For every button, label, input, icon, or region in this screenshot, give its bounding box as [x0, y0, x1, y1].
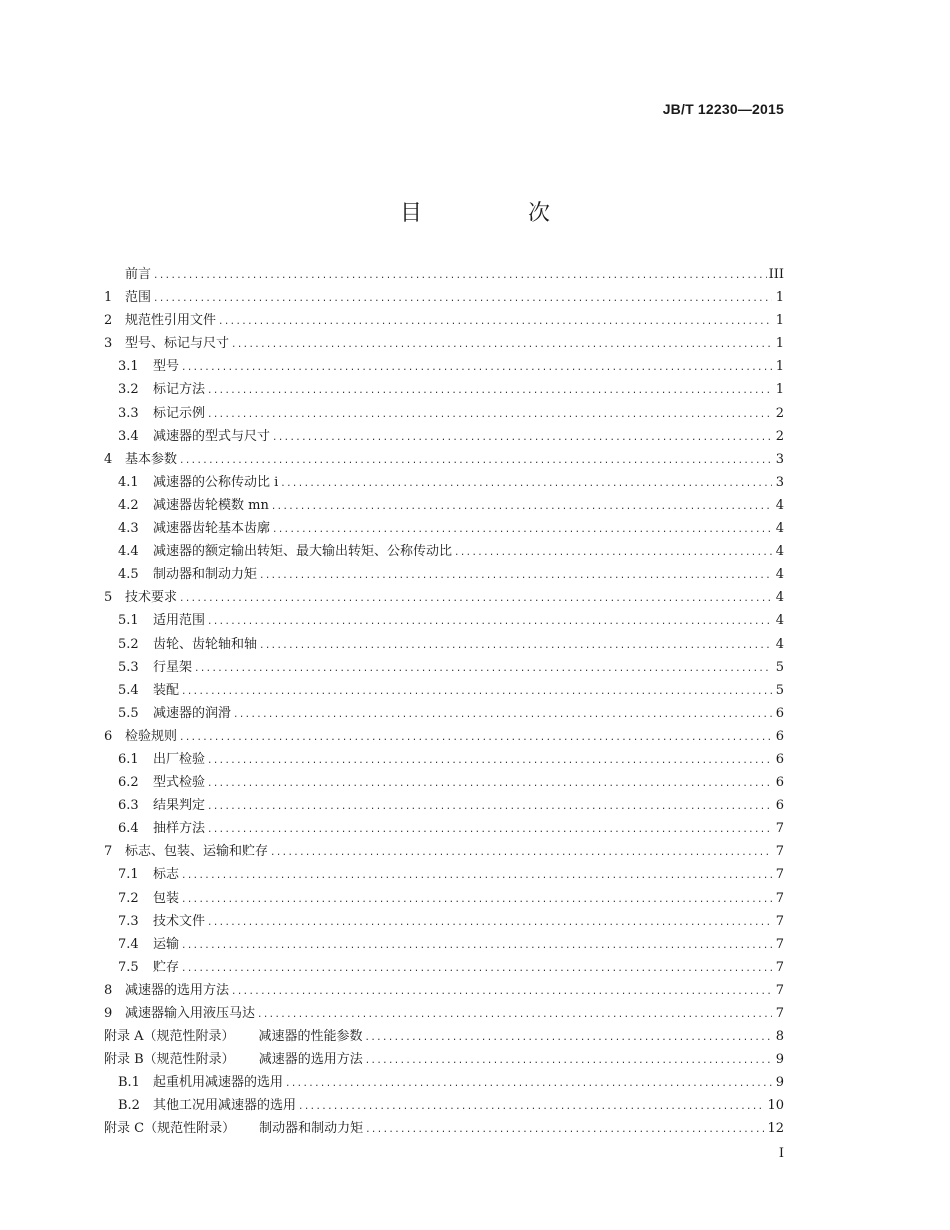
toc-entry-page: 6: [775, 728, 784, 744]
toc-entry-number: 6.1: [118, 751, 139, 767]
toc-entry-page: 2: [775, 405, 784, 421]
toc-entry-number: 8: [104, 982, 113, 998]
toc-dot-leader: [181, 958, 772, 981]
toc-entry-page: 4: [775, 613, 784, 629]
toc-entry[interactable]: [104, 332, 784, 355]
toc-entry-page: 7: [775, 913, 784, 929]
toc-entry[interactable]: [104, 840, 784, 863]
toc-dot-leader: [181, 357, 772, 380]
toc-entry-page: 6: [775, 775, 784, 791]
toc-entry[interactable]: [104, 771, 784, 794]
toc-entry-label: 减速器的公称传动比 i: [153, 474, 279, 490]
toc-entry-label: 标志、包装、运输和贮存: [125, 844, 269, 860]
toc-entry-page: 7: [775, 1006, 784, 1021]
toc-entry[interactable]: [104, 586, 784, 609]
toc-entry[interactable]: [104, 1117, 784, 1140]
toc-entry-page: 8: [775, 1029, 784, 1045]
toc-entry[interactable]: [104, 887, 784, 910]
toc-dot-leader: [272, 427, 772, 450]
toc-dot-leader: [207, 912, 772, 935]
toc-entry-page: 4: [775, 636, 784, 652]
toc-entry-page: 1: [775, 313, 784, 329]
toc-entry[interactable]: [104, 563, 784, 586]
toc-entry-number: 7.3: [118, 913, 139, 929]
toc-entry-number: 1: [104, 290, 113, 306]
toc-dot-leader: [207, 819, 772, 842]
toc-entry[interactable]: [104, 263, 784, 286]
page-number: I: [778, 1146, 784, 1161]
table-of-contents: [104, 263, 784, 1141]
toc-entry[interactable]: [104, 471, 784, 494]
toc-entry-label: 标志: [153, 867, 180, 883]
toc-dot-leader: [280, 473, 772, 496]
toc-dot-leader: [365, 1050, 772, 1073]
toc-entry-number: 4.4: [118, 544, 139, 560]
toc-entry-label: 出厂检验: [153, 751, 206, 767]
toc-dot-leader: [179, 450, 772, 473]
toc-dot-leader: [181, 935, 772, 958]
toc-title: 目 次: [399, 201, 592, 226]
toc-entry-number: B.2: [118, 1098, 140, 1114]
toc-entry-number: 5.2: [118, 636, 139, 652]
toc-entry-number: 5.3: [118, 659, 139, 675]
toc-entry[interactable]: [104, 656, 784, 679]
toc-entry-label: 标记方法: [153, 382, 206, 398]
toc-dot-leader: [207, 404, 772, 427]
document-code: JB/T 12230—2015: [662, 101, 784, 117]
toc-entry[interactable]: [104, 1048, 784, 1071]
toc-entry-page: 4: [775, 590, 784, 606]
toc-entry-number: 6.3: [118, 798, 139, 814]
toc-entry-number: 7.4: [118, 936, 139, 952]
toc-dot-leader: [207, 796, 772, 819]
toc-entry-page: 10: [767, 1098, 784, 1114]
toc-dot-leader: [194, 658, 772, 681]
toc-entry-label: 型号、标记与尺寸: [125, 336, 230, 352]
toc-entry-number: 6.2: [118, 775, 139, 791]
toc-entry-label: 技术要求: [125, 590, 178, 606]
toc-entry[interactable]: [104, 748, 784, 771]
toc-entry-number: 6: [104, 728, 113, 744]
toc-entry-number: 5: [104, 590, 113, 606]
toc-entry-number: 7.1: [118, 867, 139, 883]
toc-entry[interactable]: [104, 1002, 784, 1025]
toc-entry[interactable]: [104, 1025, 784, 1048]
toc-entry-page: 5: [775, 659, 784, 675]
toc-dot-leader: [181, 681, 772, 704]
toc-dot-leader: [207, 773, 772, 796]
toc-entry-label: 减速器齿轮模数 mn: [153, 497, 269, 513]
toc-entry[interactable]: [104, 679, 784, 702]
toc-entry-label: 装配: [153, 682, 180, 698]
toc-dot-leader: [257, 1004, 772, 1027]
toc-entry[interactable]: [104, 286, 784, 309]
toc-dot-leader: [179, 588, 772, 611]
toc-entry-number: 7.5: [118, 959, 139, 975]
toc-entry-number: 4: [104, 451, 113, 467]
toc-entry-page: 7: [775, 982, 784, 998]
toc-entry-number: 3.4: [118, 428, 139, 444]
toc-entry-label: 其他工况用减速器的选用: [153, 1098, 297, 1114]
toc-entry-label: 减速器齿轮基本齿廓: [153, 521, 271, 537]
toc-entry-label: 包装: [153, 890, 180, 906]
toc-entry-page: 2: [775, 428, 784, 444]
toc-entry-number: 3.2: [118, 382, 139, 398]
toc-entry-page: III: [768, 267, 784, 282]
toc-entry-number: 4.1: [118, 474, 139, 490]
toc-entry-page: 7: [775, 890, 784, 906]
toc-dot-leader: [218, 311, 772, 334]
toc-entry-label: 减速器的选用方法: [258, 1052, 363, 1068]
toc-entry-number: 附录 A（规范性附录）: [104, 1029, 235, 1045]
toc-entry[interactable]: [104, 725, 784, 748]
toc-entry[interactable]: [104, 355, 784, 378]
toc-entry-label: 齿轮、齿轮轴和轴: [153, 636, 258, 652]
toc-entry-label: 制动器和制动力矩: [153, 567, 258, 583]
toc-entry-page: 5: [775, 682, 784, 698]
toc-entry-page: 4: [775, 521, 784, 537]
toc-entry-label: 检验规则: [125, 728, 178, 744]
toc-entry-label: 型号: [153, 359, 180, 375]
toc-entry-number: 6.4: [118, 821, 139, 837]
toc-entry-label: 结果判定: [153, 798, 206, 814]
toc-dot-leader: [272, 519, 772, 542]
toc-entry-number: 5.4: [118, 682, 139, 698]
toc-entry[interactable]: [104, 633, 784, 656]
toc-entry-label: 减速器的选用方法: [125, 982, 230, 998]
toc-entry[interactable]: [104, 402, 784, 425]
toc-entry-page: 4: [775, 544, 784, 560]
toc-entry-number: 4.2: [118, 497, 139, 513]
toc-entry-page: 4: [775, 567, 784, 583]
toc-entry-page: 12: [767, 1121, 784, 1137]
toc-entry[interactable]: [104, 794, 784, 817]
toc-dot-leader: [271, 496, 772, 519]
toc-entry-page: 6: [775, 798, 784, 814]
toc-dot-leader: [231, 981, 772, 1004]
toc-entry-label: 范围: [125, 290, 152, 306]
toc-entry-number: 7.2: [118, 890, 139, 906]
toc-entry-number: 4.5: [118, 567, 139, 583]
toc-entry-page: 1: [775, 359, 784, 375]
toc-entry[interactable]: [104, 910, 784, 933]
toc-entry[interactable]: [104, 517, 784, 540]
toc-entry-page: 4: [775, 497, 784, 513]
toc-dot-leader: [298, 1096, 765, 1119]
toc-entry-page: 1: [775, 336, 784, 352]
toc-entry-number: 3.1: [118, 359, 139, 375]
toc-entry[interactable]: [104, 702, 784, 725]
toc-entry[interactable]: [104, 448, 784, 471]
toc-entry-number: 4.3: [118, 521, 139, 537]
toc-entry-label: 减速器输入用液压马达: [125, 1006, 256, 1021]
toc-entry-page: 9: [775, 1052, 784, 1068]
toc-entry-label: 标记示例: [153, 405, 206, 421]
toc-entry[interactable]: [104, 309, 784, 332]
toc-entry-label: 前言: [125, 267, 152, 282]
toc-dot-leader: [454, 542, 772, 565]
toc-entry-number: B.1: [118, 1075, 140, 1091]
toc-dot-leader: [259, 565, 772, 588]
toc-entry-label: 型式检验: [153, 775, 206, 791]
toc-entry-label: 制动器和制动力矩: [259, 1121, 364, 1137]
toc-entry-label: 减速器的性能参数: [258, 1029, 363, 1045]
toc-entry-page: 6: [775, 751, 784, 767]
toc-dot-leader: [365, 1119, 765, 1142]
toc-entry-label: 减速器的润滑: [153, 705, 232, 721]
toc-dot-leader: [270, 842, 772, 865]
toc-entry[interactable]: [104, 956, 784, 979]
toc-dot-leader: [179, 727, 772, 750]
toc-dot-leader: [233, 704, 772, 727]
toc-entry-page: 7: [775, 844, 784, 860]
toc-entry-page: 7: [775, 821, 784, 837]
toc-entry-label: 抽样方法: [153, 821, 206, 837]
toc-dot-leader: [259, 635, 772, 658]
toc-dot-leader: [365, 1027, 772, 1050]
toc-dot-leader: [207, 611, 772, 634]
toc-dot-leader: [285, 1073, 772, 1096]
toc-entry-page: 3: [775, 474, 784, 490]
toc-entry-label: 运输: [153, 936, 180, 952]
toc-entry-label: 基本参数: [125, 451, 178, 467]
toc-entry-label: 减速器的型式与尺寸: [153, 428, 271, 444]
toc-entry-label: 减速器的额定输出转矩、最大输出转矩、公称传动比: [153, 544, 453, 560]
toc-dot-leader: [207, 380, 772, 403]
toc-entry[interactable]: [104, 540, 784, 563]
toc-dot-leader: [153, 265, 767, 288]
toc-entry-label: 起重机用减速器的选用: [153, 1075, 284, 1091]
toc-entry-page: 6: [775, 705, 784, 721]
toc-dot-leader: [231, 334, 772, 357]
toc-entry-number: 附录 B（规范性附录）: [104, 1052, 235, 1068]
toc-entry[interactable]: [104, 933, 784, 956]
toc-dot-leader: [153, 288, 772, 311]
toc-entry-page: 1: [775, 382, 784, 398]
toc-entry[interactable]: [104, 609, 784, 632]
toc-entry[interactable]: [104, 979, 784, 1002]
toc-entry-label: 行星架: [153, 659, 193, 675]
toc-entry-number: 附录 C（规范性附录）: [104, 1121, 236, 1137]
toc-entry-label: 适用范围: [153, 613, 206, 629]
toc-entry-number: 7: [104, 844, 113, 860]
toc-entry-page: 7: [775, 867, 784, 883]
toc-entry-label: 技术文件: [153, 913, 206, 929]
toc-entry-page: 7: [775, 936, 784, 952]
toc-entry[interactable]: [104, 1071, 784, 1094]
toc-entry[interactable]: [104, 863, 784, 886]
toc-entry-label: 规范性引用文件: [125, 313, 217, 329]
toc-entry-number: 2: [104, 313, 113, 329]
toc-entry-number: 3: [104, 336, 113, 352]
toc-dot-leader: [207, 750, 772, 773]
toc-entry[interactable]: [104, 378, 784, 401]
toc-dot-leader: [181, 889, 772, 912]
toc-entry-number: 3.3: [118, 405, 139, 421]
toc-entry-label: 贮存: [153, 959, 180, 975]
toc-entry-page: 7: [775, 959, 784, 975]
toc-entry-page: 1: [775, 290, 784, 306]
toc-entry-number: 9: [104, 1006, 113, 1021]
toc-dot-leader: [181, 865, 772, 888]
toc-entry[interactable]: [104, 1094, 784, 1117]
toc-entry[interactable]: [104, 817, 784, 840]
toc-entry[interactable]: [104, 425, 784, 448]
toc-entry-number: 5.5: [118, 705, 139, 721]
toc-entry-page: 9: [775, 1075, 784, 1091]
toc-entry-number: 5.1: [118, 613, 139, 629]
toc-entry-page: 3: [775, 451, 784, 467]
toc-entry[interactable]: [104, 494, 784, 517]
